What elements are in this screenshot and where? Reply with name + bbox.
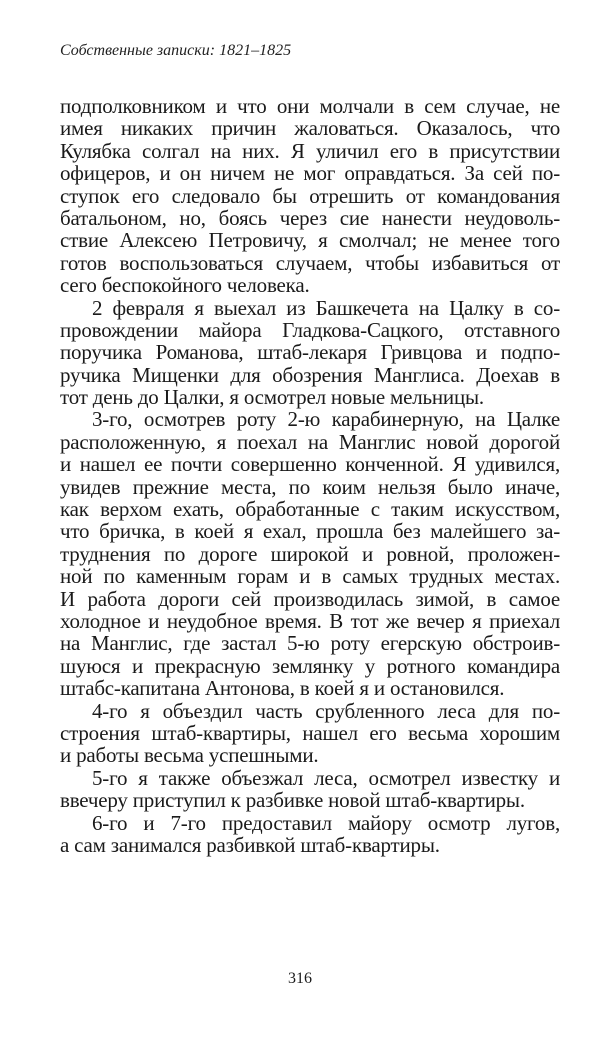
- paragraph: [60, 767, 560, 812]
- text-line: холодное и неудобное время. В тот же вечер я приехал: [60, 608, 560, 633]
- text-line: расположенную, я поехал на Манглис новой дорогой: [60, 429, 560, 454]
- text-line: 4-го я объездил часть срубленного леса для по-: [92, 698, 560, 723]
- text-line: что бричка, в коей я ехал, прошла без малейшего за-: [60, 519, 560, 544]
- text-line: готов воспользоваться случаем, чтобы избавиться от: [60, 250, 560, 275]
- text-line: И работа дороги сей производилась зимой, в самое: [60, 586, 560, 611]
- text-line: 5-го я также объезжал леса, осмотрел известку и: [92, 765, 560, 790]
- text-line: батальоном, но, боясь через сие нанести неудоволь-: [60, 205, 560, 230]
- text-line: труднения по дороге широкой и ровной, проложен-: [60, 541, 560, 566]
- page-body: [60, 95, 560, 856]
- paragraph: [60, 297, 560, 409]
- text-line: ручика Мищенки для обозрения Манглиса. Доехав в: [60, 362, 560, 387]
- text-line: имея никаких причин жаловаться. Оказалось, что: [60, 116, 560, 141]
- text-line: 6-го и 7-го предоставил майору осмотр лугов,: [92, 810, 560, 835]
- text-line: ввечеру приступил к разбивке новой штаб-квартиры.: [60, 788, 525, 813]
- text-line: шуюся и прекрасную землянку у ротного командира: [60, 653, 560, 678]
- paragraph: [60, 95, 560, 297]
- text-line: ствие Алексею Петровичу, я смолчал; не менее того: [60, 228, 560, 253]
- text-line: и работы весьма успешными.: [60, 743, 319, 768]
- text-line: и нашел ее почти совершенно конченной. Я удивился,: [60, 452, 560, 477]
- text-line: увидев прежние места, по коим нельзя было иначе,: [60, 474, 560, 499]
- text-line: 3-го, осмотрев роту 2-ю карабинерную, на Цалке: [92, 407, 560, 432]
- text-line: Кулябка солгал на них. Я уличил его в присутствии: [60, 138, 560, 163]
- text-line: строения штаб-квартиры, нашел его весьма хорошим: [60, 720, 560, 745]
- text-line: 2 февраля я выехал из Башкечета на Цалку в со-: [92, 295, 560, 320]
- text-line: тот день до Цалки, я осмотрел новые мельницы.: [60, 385, 484, 410]
- text-line: на Манглис, где застал 5-ю роту егерскую обстроив-: [60, 631, 560, 656]
- paragraph: [60, 700, 560, 767]
- text-line: провождении майора Гладкова-Сацкого, отставного: [60, 317, 560, 342]
- text-line: подполковником и что они молчали в сем случае, не: [60, 94, 560, 118]
- text-line: поручика Романова, штаб-лекаря Гривцова и подпо-: [60, 340, 560, 365]
- text-line: ной по каменным горам и в самых трудных местах.: [60, 564, 560, 589]
- text-line: офицеров, и он ничем не мог оправдаться. За сей по-: [60, 161, 560, 186]
- text-line: а сам занимался разбивкой штаб-квартиры.: [60, 832, 440, 857]
- text-line: сего беспокойного человека.: [60, 273, 310, 298]
- running-header: Собственные записки: 1821–1825: [60, 42, 292, 59]
- text-line: как верхом ехать, обработанные с таким искусством,: [60, 497, 560, 522]
- paragraph: [60, 812, 560, 857]
- text-line: штабс-капитана Антонова, в коей я и остановился.: [60, 676, 505, 701]
- paragraph: [60, 408, 560, 699]
- text-line: ступок его следовало бы отрешить от командования: [60, 183, 560, 208]
- page-number: 316: [288, 970, 312, 987]
